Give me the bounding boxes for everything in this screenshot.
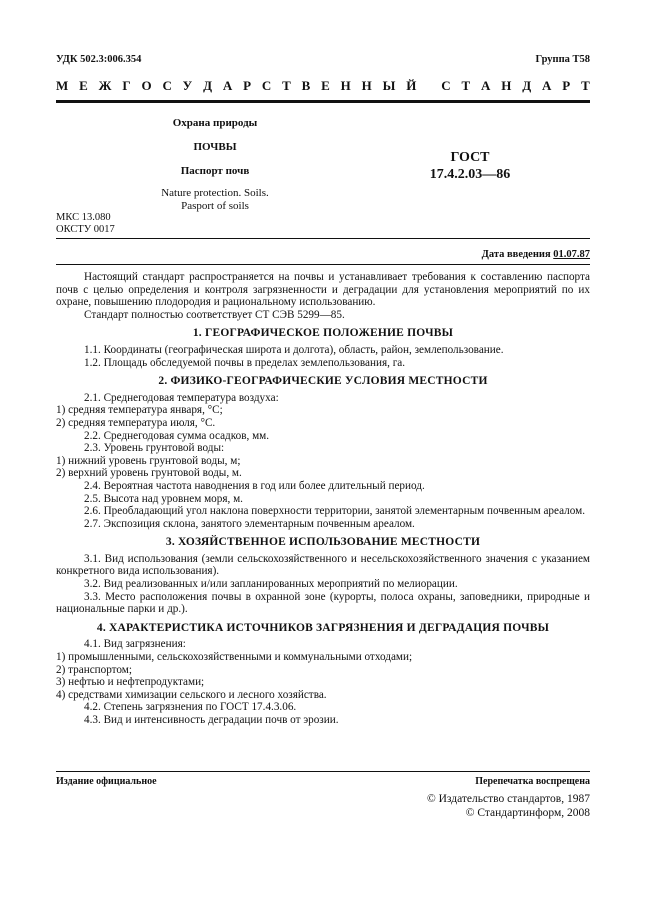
intro-paragraph: Настоящий стандарт распространяется на почвы и устанавливает требования к составлению паспорта почв с целью определения и контроля загрязненности и деградации для установления мероприятий по их охране, повышению плодородия и рациональному использованию. <box>56 271 590 309</box>
banner-letter: Т <box>461 78 471 93</box>
gost-designation <box>400 149 540 183</box>
sections-container <box>56 327 590 726</box>
clause-item: 2.7. Экспозиция склона, занятого элементарным почвенным ареалом. <box>84 517 415 530</box>
clause-item: 3.1. Вид использования (земли сельскохозяйственного и несельскохозяйственного значения с указанием конкретного вида использования). <box>56 552 590 578</box>
group-code: Группа Т58 <box>535 54 590 65</box>
banner-letter: Ж <box>98 78 112 93</box>
list-item: 1) средняя температура января, °С; <box>56 404 223 417</box>
clause-item: 3.2. Вид реализованных и/или запланированных мероприятий по мелиорации. <box>84 578 458 591</box>
official-edition: Издание официальное <box>56 776 157 787</box>
banner-letter: Д <box>203 78 213 93</box>
title-category: Охрана природы <box>172 117 258 129</box>
clause-item: 1.1. Координаты (географическая широта и долгота), область, район, землепользование. <box>84 343 504 356</box>
banner-letter: С <box>441 78 451 93</box>
banner-letter: С <box>261 78 272 93</box>
list-item: 2) верхний уровень грунтовой воды, м. <box>56 467 242 480</box>
banner-letter: С <box>162 78 172 93</box>
banner-letter: А <box>542 78 552 93</box>
copyright <box>427 792 590 820</box>
banner-letter: Н <box>340 78 351 93</box>
banner-letter: О <box>141 78 152 93</box>
banner-letter: Д <box>522 78 532 93</box>
gost-label: ГОСТ <box>450 150 490 165</box>
banner-letter: Е <box>321 78 330 93</box>
effective-date-label: Дата введения <box>481 249 551 260</box>
banner-letter: Р <box>243 78 252 93</box>
banner-letter: А <box>481 78 491 93</box>
clause-item: 4.3. Вид и интенсивность деградации почв от эрозии. <box>84 714 339 726</box>
clause-item: 2.1. Среднегодовая температура воздуха: <box>84 391 279 404</box>
title-english-line2: Pasport of soils <box>181 200 249 212</box>
header-rule <box>56 100 590 103</box>
list-item: 3) нефтью и нефтепродуктами; <box>56 676 205 689</box>
list-item: 1) промышленными, сельскохозяйственными и коммунальными отходами; <box>56 651 413 664</box>
document-body <box>56 271 590 727</box>
banner-letter: Р <box>562 78 571 93</box>
banner-letter: Й <box>406 78 417 93</box>
gost-number: 17.4.2.03—86 <box>429 167 511 182</box>
section-heading: 3. ХОЗЯЙСТВЕННОЕ ИСПОЛЬЗОВАНИЕ МЕСТНОСТИ <box>165 536 481 549</box>
date-rule <box>56 264 590 265</box>
banner-letter: В <box>301 78 311 93</box>
okstu-code: ОКСТУ 0017 <box>56 224 115 235</box>
list-item: 2) транспортом; <box>56 663 132 676</box>
banner-letter: У <box>182 78 193 93</box>
title-english <box>130 187 300 213</box>
clause-item: 2.4. Вероятная частота наводнения в год или более длительный период. <box>84 479 425 492</box>
reprint-prohibited: Перепечатка воспрещена <box>475 776 590 787</box>
list-item: 4) средствами химизации сельского и лесного хозяйства. <box>56 688 327 701</box>
banner-letter: Н <box>361 78 372 93</box>
section-heading: 1. ГЕОГРАФИЧЕСКОЕ ПОЛОЖЕНИЕ ПОЧВЫ <box>192 327 454 340</box>
banner-letter: Т <box>282 78 291 93</box>
title-subtitle: Паспорт почв <box>180 165 250 177</box>
clause-item: 2.5. Высота над уровнем моря, м. <box>84 492 243 505</box>
footer-rule <box>56 771 590 772</box>
list-item: 2) средняя температура июля, °С. <box>56 416 216 429</box>
banner-letter: Ы <box>382 78 396 93</box>
clause-item: 1.2. Площадь обследуемой почвы в пределах землепользования, га. <box>84 356 406 369</box>
banner-letter: А <box>222 78 233 93</box>
title-main: ПОЧВЫ <box>193 141 237 153</box>
clause-item: 4.2. Степень загрязнения по ГОСТ 17.4.3.06. <box>84 701 297 714</box>
section-heading: 4. ХАРАКТЕРИСТИКА ИСТОЧНИКОВ ЗАГРЯЗНЕНИЯ И ДЕГРАДАЦИЯ ПОЧВЫ <box>96 621 550 634</box>
banner-letter: М <box>56 78 69 93</box>
classification-codes <box>56 212 115 236</box>
banner-letter: Г <box>122 78 131 93</box>
copyright-line2: © Стандартинформ, 2008 <box>465 807 590 819</box>
codes-rule <box>56 238 590 239</box>
banner-letter: Е <box>79 78 88 93</box>
banner-letter: Н <box>501 78 512 93</box>
clause-item: 2.6. Преобладающий угол наклона поверхности территории, занятой элементарным почвенным ареалом. <box>84 505 586 518</box>
title-english-line1: Nature protection. Soils. <box>161 187 269 199</box>
udk-code: УДК 502.3:006.354 <box>56 54 142 65</box>
copyright-line1: © Издательство стандартов, 1987 <box>426 793 590 805</box>
banner-letter <box>427 78 430 94</box>
mks-code: МКС 13.080 <box>56 212 111 223</box>
clause-item: 2.2. Среднегодовая сумма осадков, мм. <box>84 429 270 442</box>
list-item: 1) нижний уровень грунтовой воды, м; <box>56 454 241 467</box>
effective-date <box>482 249 590 260</box>
section-heading: 2. ФИЗИКО-ГЕОГРАФИЧЕСКИЕ УСЛОВИЯ МЕСТНОСТИ <box>158 375 488 388</box>
intro-compliance: Стандарт полностью соответствует СТ СЭВ 5299—85. <box>84 308 345 321</box>
banner-letter: Т <box>581 78 590 93</box>
interstate-standard-banner <box>56 78 590 94</box>
effective-date-value: 01.07.87 <box>553 249 590 260</box>
clause-item: 3.3. Место расположения почвы в охранной зоне (курорты, полоса охраны, заповедники, природные и национальные парки и др.). <box>56 590 590 616</box>
clause-item: 4.1. Вид загрязнения: <box>84 638 186 651</box>
clause-item: 2.3. Уровень грунтовой воды: <box>84 442 225 455</box>
